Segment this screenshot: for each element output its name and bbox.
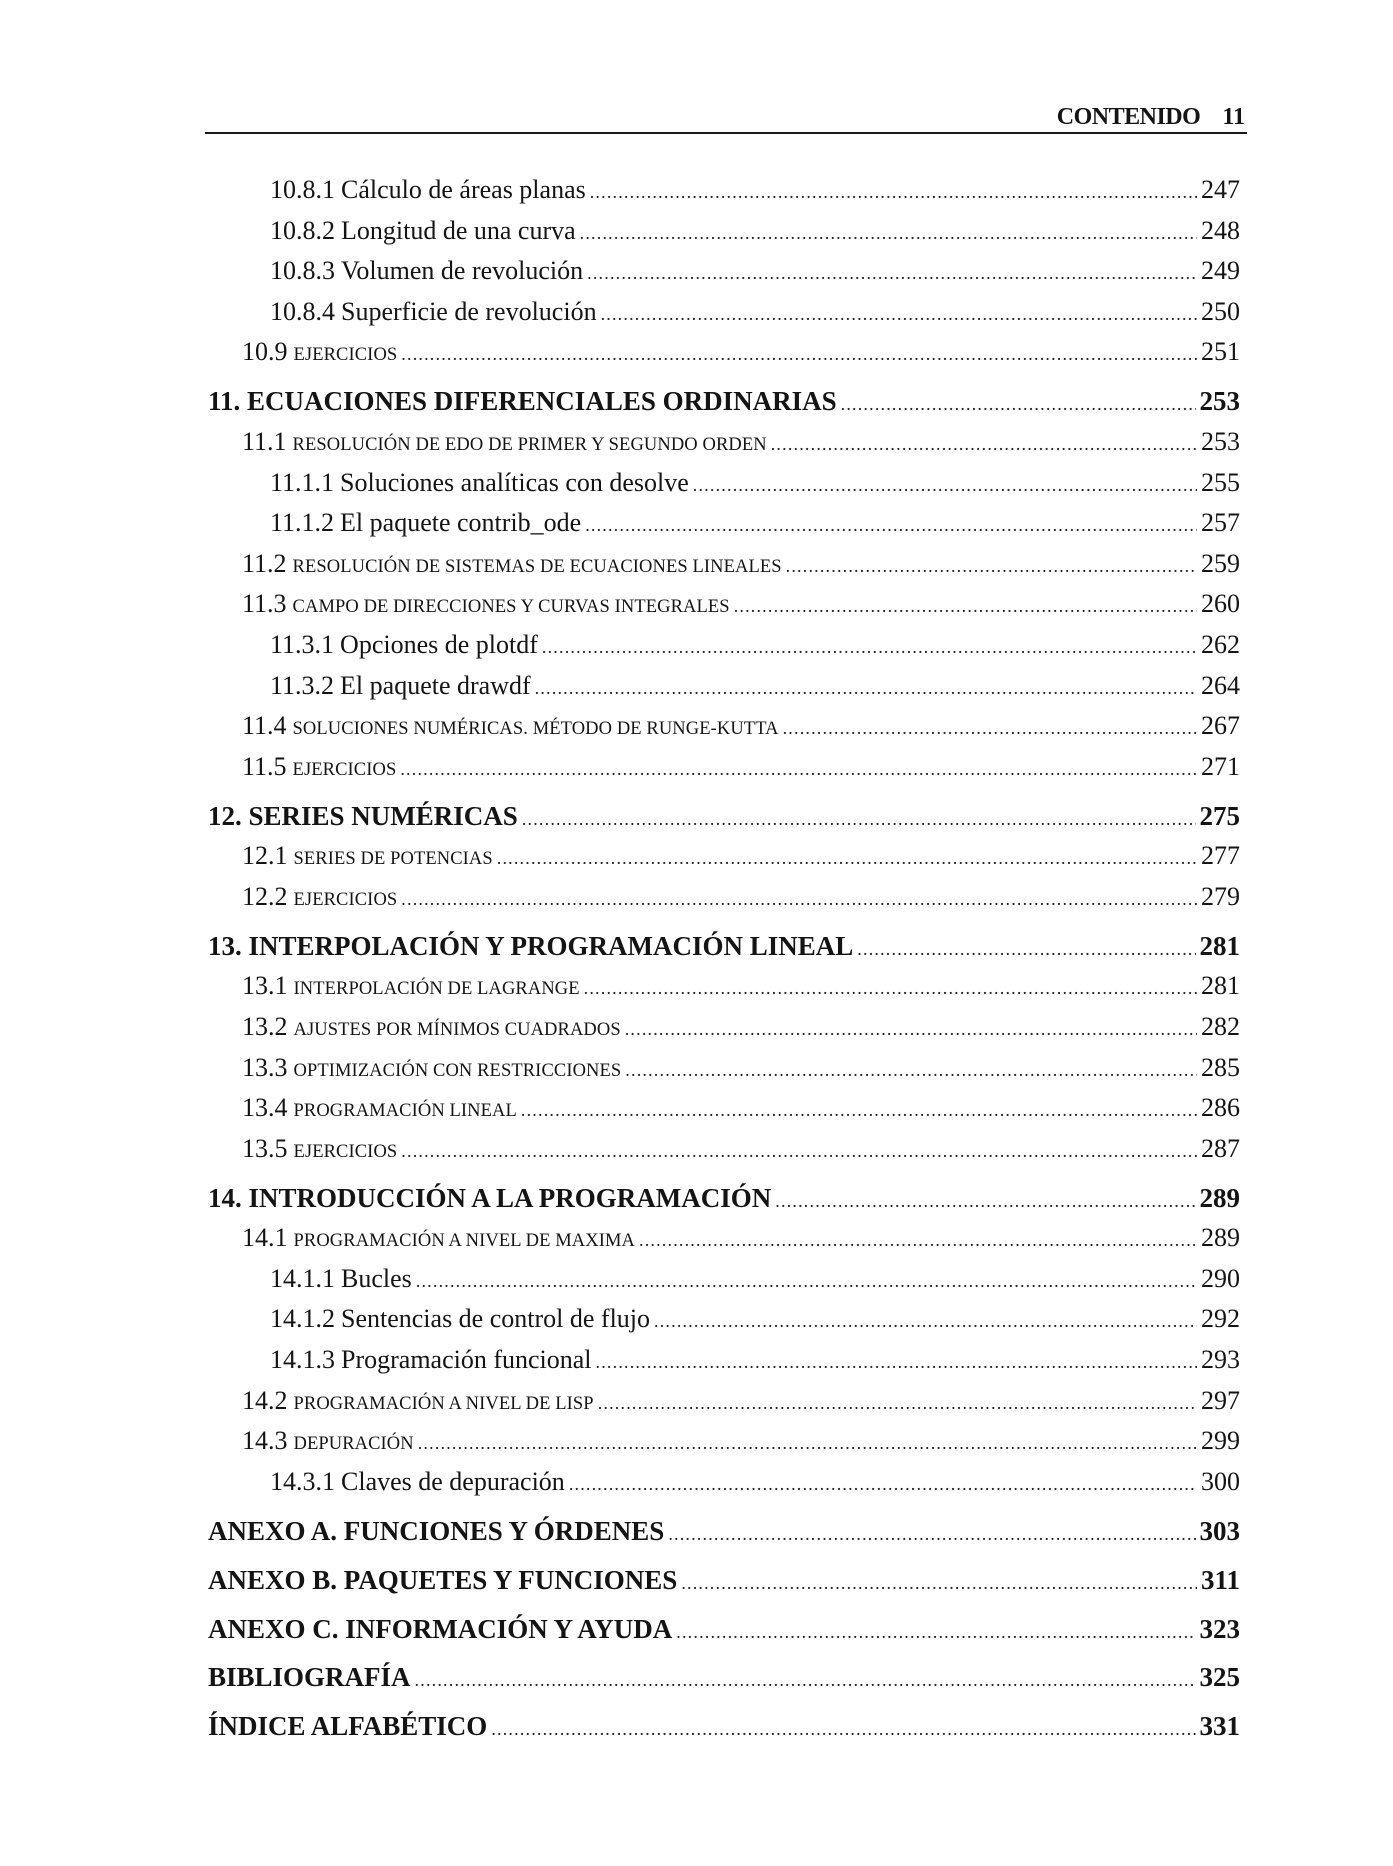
toc-entry-number: 14.1.3 — [270, 1345, 335, 1374]
toc-entry — [205, 549, 1240, 579]
toc-dot-leader — [857, 939, 1195, 960]
toc-entry — [205, 1304, 1240, 1334]
header-title: CONTENIDO — [1056, 104, 1201, 130]
toc-entry-number: 13.3 — [242, 1052, 288, 1082]
toc-entry — [205, 1093, 1240, 1123]
toc-entry-page: 311 — [1200, 1564, 1240, 1595]
toc-entry-page: 287 — [1201, 1133, 1240, 1163]
toc-entry-number: 11.3 — [242, 589, 287, 619]
toc-entry-title: ANEXO C. INFORMACIÓN Y AYUDA — [208, 1613, 673, 1644]
toc-entry-page: 260 — [1201, 589, 1240, 619]
toc-entry-number: 12.1 — [242, 841, 288, 871]
toc-entry-number: 11.1 — [242, 426, 287, 456]
toc-entry — [205, 1426, 1240, 1456]
toc-dot-leader — [596, 1352, 1197, 1373]
toc-entry-title: ÍNDICE ALFABÉTICO — [208, 1711, 488, 1742]
toc-entry-number: 14.1 — [242, 1223, 288, 1253]
toc-entry — [205, 1223, 1240, 1253]
toc-entry-page: 279 — [1201, 881, 1240, 911]
toc-entry — [205, 711, 1240, 741]
header-page-number: 11 — [1222, 104, 1245, 130]
toc-entry-title: ANEXO B. PAQUETES Y FUNCIONES — [208, 1564, 678, 1595]
toc-dot-leader — [654, 1311, 1197, 1332]
toc-dot-leader — [497, 848, 1197, 869]
toc-entry-page: 257 — [1201, 508, 1240, 538]
toc-entry-number: 13.4 — [242, 1093, 288, 1123]
toc-entry-page: 300 — [1201, 1466, 1240, 1496]
toc-entry — [205, 1264, 1240, 1294]
toc-dot-leader — [542, 637, 1197, 658]
toc-entry — [205, 216, 1240, 246]
toc-entry-title: SERIES DE POTENCIAS — [293, 849, 493, 870]
toc-dot-leader — [676, 1622, 1195, 1643]
toc-entry — [205, 468, 1240, 498]
toc-dot-leader — [400, 759, 1197, 780]
toc-chapter-entry — [205, 1662, 1240, 1693]
toc-chapter-entry — [205, 1614, 1240, 1645]
toc-entry-title: Opciones de plotdf — [340, 629, 538, 659]
toc-entry-title: EJERCICIOS — [292, 759, 397, 780]
toc-entry — [205, 1467, 1240, 1497]
toc-entry — [205, 175, 1240, 205]
toc-dot-leader — [598, 1393, 1197, 1414]
toc-dot-leader — [535, 678, 1197, 699]
toc-entry — [205, 297, 1240, 327]
toc-dot-leader — [734, 596, 1197, 617]
toc-entry-number: 14.1.2 — [270, 1304, 335, 1334]
toc-entry-number: 11.1.2 — [270, 508, 335, 538]
toc-dot-leader — [401, 889, 1197, 910]
toc-entry-title: Sentencias de control de flujo — [341, 1304, 651, 1334]
toc-entry-title: INTERPOLACIÓN DE LAGRANGE — [293, 979, 580, 1000]
toc-entry-page: 251 — [1201, 337, 1240, 367]
toc-chapter-entry — [205, 801, 1240, 832]
toc-entry-number: 10.9 — [242, 337, 288, 367]
toc-entry — [205, 589, 1240, 619]
toc-entry-title: Programación funcional — [341, 1345, 592, 1374]
toc-dot-leader — [401, 1141, 1197, 1162]
toc-entry — [205, 971, 1240, 1001]
toc-dot-leader — [841, 394, 1196, 415]
toc-entry-title: 13. INTERPOLACIÓN Y PROGRAMACIÓN LINEAL — [208, 930, 854, 961]
toc-entry-number: 14.3 — [242, 1426, 288, 1456]
toc-dot-leader — [521, 1100, 1197, 1121]
toc-dot-leader — [587, 263, 1197, 284]
toc-entry-number: 13.2 — [242, 1011, 288, 1041]
toc-entry-page: 255 — [1201, 467, 1240, 497]
toc-entry-page: 282 — [1201, 1011, 1240, 1041]
toc-entry-number: 11.1.1 — [270, 467, 335, 497]
toc-entry — [205, 1053, 1240, 1083]
toc-entry-page: 281 — [1199, 930, 1240, 961]
toc-entry — [205, 752, 1240, 782]
toc-entry-title: Bucles — [341, 1263, 412, 1293]
toc-entry-title: RESOLUCIÓN DE EDO DE PRIMER Y SEGUNDO ORDEN — [292, 434, 767, 455]
toc-entry — [205, 671, 1240, 701]
toc-entry-number: 10.8.2 — [270, 215, 335, 245]
toc-entry-title: Superficie de revolución — [341, 296, 597, 326]
toc-entry — [205, 1345, 1240, 1375]
toc-entry-title: OPTIMIZACIÓN CON RESTRICCIONES — [293, 1060, 622, 1081]
toc-entry — [205, 841, 1240, 871]
toc-entry — [205, 882, 1240, 912]
toc-chapter-entry — [205, 386, 1240, 417]
toc-entry-title: Longitud de una curva — [341, 215, 576, 245]
toc-entry — [205, 1134, 1240, 1164]
toc-dot-leader — [771, 434, 1197, 455]
toc-chapter-entry — [205, 1711, 1240, 1742]
toc-chapter-entry — [205, 1565, 1240, 1596]
toc-entry-page: 253 — [1199, 386, 1240, 417]
toc-dot-leader — [569, 1474, 1197, 1495]
toc-entry-title: EJERCICIOS — [293, 345, 398, 366]
toc-entry-number: 14.2 — [242, 1385, 288, 1415]
toc-entry-page: 299 — [1201, 1426, 1240, 1456]
toc-entry — [205, 337, 1240, 367]
toc-entry — [205, 1386, 1240, 1416]
toc-entry-number: 12.2 — [242, 881, 288, 911]
toc-entry-title: EJERCICIOS — [293, 1141, 398, 1162]
toc-entry-title: Soluciones analíticas con desolve — [340, 467, 689, 497]
toc-dot-leader — [693, 475, 1197, 496]
toc-dot-leader — [416, 1271, 1197, 1292]
toc-entry-title: 14. INTRODUCCIÓN A LA PROGRAMACIÓN — [208, 1182, 772, 1213]
toc-dot-leader — [585, 515, 1197, 536]
toc-dot-leader — [401, 344, 1197, 365]
toc-dot-leader — [681, 1573, 1197, 1594]
toc-dot-leader — [601, 304, 1197, 325]
toc-entry-title: BIBLIOGRAFÍA — [208, 1662, 411, 1693]
toc-entry-title: El paquete drawdf — [340, 670, 531, 700]
toc-entry-page: 249 — [1201, 256, 1240, 286]
toc-entry-page: 267 — [1201, 711, 1240, 741]
toc-dot-leader — [775, 1191, 1195, 1212]
toc-entry-page: 248 — [1201, 215, 1240, 245]
toc-entry-title: 12. SERIES NUMÉRICAS — [208, 800, 518, 831]
toc-entry-number: 13.1 — [242, 971, 288, 1001]
toc-entry-page: 323 — [1199, 1613, 1240, 1644]
toc-chapter-entry — [205, 931, 1240, 962]
toc-entry-title: Volumen de revolución — [341, 256, 584, 286]
toc-chapter-entry — [205, 1516, 1240, 1547]
toc-entry — [205, 1012, 1240, 1042]
toc-entry-title: RESOLUCIÓN DE SISTEMAS DE ECUACIONES LINEALES — [292, 556, 782, 577]
toc-entry-title: EJERCICIOS — [293, 889, 398, 910]
toc-entry-page: 297 — [1201, 1385, 1240, 1415]
toc-dot-leader — [668, 1524, 1195, 1545]
toc-entry-page: 285 — [1201, 1052, 1240, 1082]
toc-entry — [205, 508, 1240, 538]
toc-dot-leader — [783, 718, 1197, 739]
toc-entry-title: AJUSTES POR MÍNIMOS CUADRADOS — [293, 1019, 621, 1040]
toc-entry-number: 11.3.2 — [270, 670, 335, 700]
toc-entry-page: 253 — [1201, 426, 1240, 456]
toc-entry-number: 10.8.1 — [270, 175, 335, 204]
toc-entry-page: 289 — [1201, 1223, 1240, 1253]
toc-entry-page: 286 — [1201, 1093, 1240, 1123]
toc-entry-number: 11.5 — [242, 751, 287, 781]
toc-dot-leader — [584, 978, 1197, 999]
toc-chapter-entry — [205, 1183, 1240, 1214]
toc-entry-title: PROGRAMACIÓN LINEAL — [293, 1101, 517, 1122]
toc-entry — [205, 630, 1240, 660]
toc-entry-page: 331 — [1199, 1711, 1240, 1742]
toc-entry-title: ANEXO A. FUNCIONES Y ÓRDENES — [208, 1515, 665, 1546]
toc-entry-title: DEPURACIÓN — [293, 1434, 414, 1455]
toc-entry-title: 11. ECUACIONES DIFERENCIALES ORDINARIAS — [208, 386, 837, 417]
toc-entry — [205, 256, 1240, 286]
toc-entry-page: 264 — [1201, 670, 1240, 700]
toc-dot-leader — [625, 1019, 1197, 1040]
toc-entry-title: SOLUCIONES NUMÉRICAS. MÉTODO DE RUNGE-KUTTA — [292, 719, 779, 740]
toc-entry-title: El paquete contrib_ode — [340, 508, 582, 538]
toc-entry-page: 277 — [1201, 841, 1240, 871]
toc-entry-number: 14.3.1 — [270, 1466, 335, 1496]
toc-dot-leader — [639, 1230, 1197, 1251]
toc-entry-title: Cálculo de áreas planas — [341, 175, 586, 204]
toc-dot-leader — [590, 182, 1197, 203]
toc-dot-leader — [580, 223, 1197, 244]
toc-entry-page: 247 — [1201, 175, 1240, 204]
toc-dot-leader — [415, 1670, 1196, 1691]
toc-entry-page: 271 — [1201, 751, 1240, 781]
toc-entry-page: 290 — [1201, 1263, 1240, 1293]
toc-entry-page: 281 — [1201, 971, 1240, 1001]
toc-entry-page: 293 — [1201, 1345, 1240, 1374]
toc-entry-number: 14.1.1 — [270, 1263, 335, 1293]
toc-entry-title: PROGRAMACIÓN A NIVEL DE LISP — [293, 1393, 594, 1414]
toc-dot-leader — [786, 556, 1197, 577]
toc-dot-leader — [491, 1719, 1195, 1740]
toc-entry-page: 262 — [1201, 629, 1240, 659]
toc-entry-title: Claves de depuración — [341, 1466, 565, 1496]
toc-entry-page: 289 — [1199, 1182, 1240, 1213]
toc-entry-number: 11.3.1 — [270, 629, 335, 659]
table-of-contents — [205, 0, 1240, 1866]
toc-entry-number: 11.4 — [242, 711, 287, 741]
toc-entry-page: 275 — [1199, 800, 1240, 831]
toc-entry-page: 292 — [1201, 1304, 1240, 1334]
toc-entry-page: 259 — [1201, 548, 1240, 578]
toc-entry-number: 11.2 — [242, 548, 287, 578]
toc-entry-number: 13.5 — [242, 1133, 288, 1163]
toc-entry-page: 325 — [1199, 1662, 1240, 1693]
toc-entry-page: 303 — [1199, 1515, 1240, 1546]
toc-entry-title: CAMPO DE DIRECCIONES Y CURVAS INTEGRALES — [292, 597, 730, 618]
toc-entry-number: 10.8.3 — [270, 256, 335, 286]
toc-entry — [205, 427, 1240, 457]
toc-dot-leader — [522, 809, 1196, 830]
toc-entry-number: 10.8.4 — [270, 296, 335, 326]
toc-dot-leader — [418, 1433, 1197, 1454]
toc-dot-leader — [625, 1060, 1197, 1081]
toc-entry-title: PROGRAMACIÓN A NIVEL DE MAXIMA — [293, 1231, 635, 1252]
toc-entry-page: 250 — [1201, 296, 1240, 326]
